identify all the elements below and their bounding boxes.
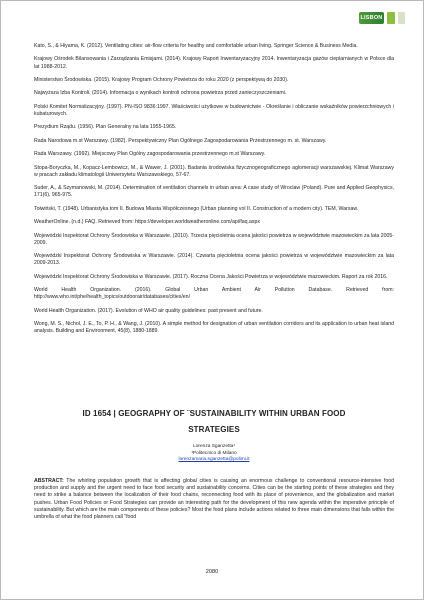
reference-item: World Health Organization. (2017). Evolution of WHO air quality guidelines: past present and future.: [34, 307, 263, 314]
section-title-line1: ID 1654 | GEOGRAPHY OF ¨SUSTAINABILITY WITHIN URBAN FOOD: [82, 409, 346, 418]
section-title-line2: STRATEGIES: [188, 425, 240, 434]
reference-item: Ministerstwo Środowiska. (2015). Krajowy Program Ochrony Powietrza do roku 2020 (z perspektywą do 2030).: [34, 76, 289, 83]
reference-item: Krajowy Ośrodek Bilansowania i Zarządzania Emisjami. (2014). Krajowy Raport Inwentaryzacyjny 2014. Inwentaryzacja gazów cieplarnianych w Polsce dla lat 1988-2012.: [34, 56, 394, 70]
author-email-link[interactable]: lorenzamaria.sganzetta@polimi.it: [178, 457, 250, 463]
reference-item: Wojewódzki Inspektorat Ochrony Środowiska w Warszawie. (2017). Roczna Ocena Jakości Powietrza w województwie mazowieckim. Raport za rok 2016.: [34, 273, 388, 280]
section-header: [34, 406, 394, 464]
reference-item: Rada Narodowa m.st Warszawy. (1982). Perspektywiczny Plan Ogólnego Zagospodarowania Przestrzennego m. st. Warszawy.: [34, 137, 327, 144]
reference-item: Polski Komitet Normalizacyjny. (1997). PN-ISO 9836:1997. Właściwości użytkowe w budownictwie - Określanie i obliczanie wskaźników powierzchniowych i kubaturowych.: [34, 103, 394, 117]
reference-item: Suder, A., & Szymanowski, M. (2014). Determination of ventilation channels in urban area: A case study of Wroclaw (Poland). Pure and Applied Geophysics, 171(6), 965-975.: [34, 185, 394, 199]
reference-item: Wojewódzki Inspektorat Ochrony Środowiska w Warszawie. (2010). Trzecia pięcioletnia ocena jakości powietrza w województwie mazowieckim za lata 2005-2009.: [34, 232, 394, 246]
reference-item: WeatherOnline. (n.d.) FAQ. Retrieved from: https://developer.worldweatheronline.com/api/faq.aspx: [34, 219, 260, 226]
abstract-label: ABSTRACT:: [34, 478, 64, 484]
reference-item: Wojewódzki Inspektorat Ochrony Środowiska w Warszawie. (2014). Czwarta pięcioletnia ocena jakości powietrza w województwie mazowieckim za lata 2009-2013.: [34, 253, 394, 267]
reference-list: [34, 43, 394, 342]
logo-block-green: [387, 12, 395, 24]
reference-item: Najwyższa Izba Kontroli. (2014). Informacja o wynikach kontroli ochrona powietrza przed zanieczyszczeniami.: [34, 90, 287, 97]
abstract-text: The whirling population growth that is affecting global cities is causing an enormous challenge to conventional resource-intensive food production and supply and the urgent need to face food security and sustainability concerns. Cities can be the starting points of these strategies and they need to strike a balance between the localization of their food chains, reconnecting food with its place of provenience, and the globalization and market pushes. Urban Food Policies or Food Strategies can provide an interesting path for the development of this new agenda within the imperative principle of sustainability. But which are the main components of these policies? Most the food plans include actions related to three main dimensions that falls within the umbrella of what the food planners call "food: [34, 478, 394, 521]
reference-item: Stopa-Boryczka, M., Kopacz-Lembowicz, M., & Wawer, J. (2001). Badania środowiska fizycznogeograficznego aglomeracji warszawskiej. Klimat Warszawy w pracach zakładu klimatologii Uniwersytetu Warszawskiego, 57-67.: [34, 164, 394, 178]
author-name: Lorenza Sganzetta¹: [193, 444, 235, 449]
author-affiliation: ¹Politecnico di Milano: [191, 450, 237, 456]
abstract-paragraph: [34, 478, 394, 521]
page-number: 2080: [205, 569, 219, 575]
reference-item: Prezydium Rządu. (1956). Plan Generalny na lata 1955-1965.: [34, 124, 177, 131]
reference-item: Tołwiński, T. (1948). Urbanistyka tom II. Budowa Miasta Współczesnego (Urban planning vol II. Construction of a modern city). TEM, Warsaw.: [34, 205, 359, 212]
reference-item: Kato, S., & Hiyama, K. (2012). Ventilating cities: air-flow criteria for healthy and comfortable urban living. Springer Science & Business Media.: [34, 43, 358, 49]
reference-item: Wong, M. S., Nichol, J. E., To, P. H., & Wang, J. (2010). A simple method for designation of urban ventilation corridors and its application to urban heat island analysis. Building and Environment, 45(8), 1880-1889.: [34, 321, 394, 335]
conference-logo: [359, 12, 405, 24]
reference-item: Rada Warszawy. (1992). Miejscowy Plan Ogólny zagospodarowania przestrzennego m.st Warszawy.: [34, 151, 266, 158]
logo-block-light: [398, 12, 405, 24]
logo-wordmark: LISBON: [359, 12, 384, 24]
reference-item: World Health Organization. (2016). Global Urban Ambient Air Pollution Database. Retrieved from: http://www.who.int/phe/health_topics/outdoorair/databases/cities/en/: [34, 287, 394, 301]
